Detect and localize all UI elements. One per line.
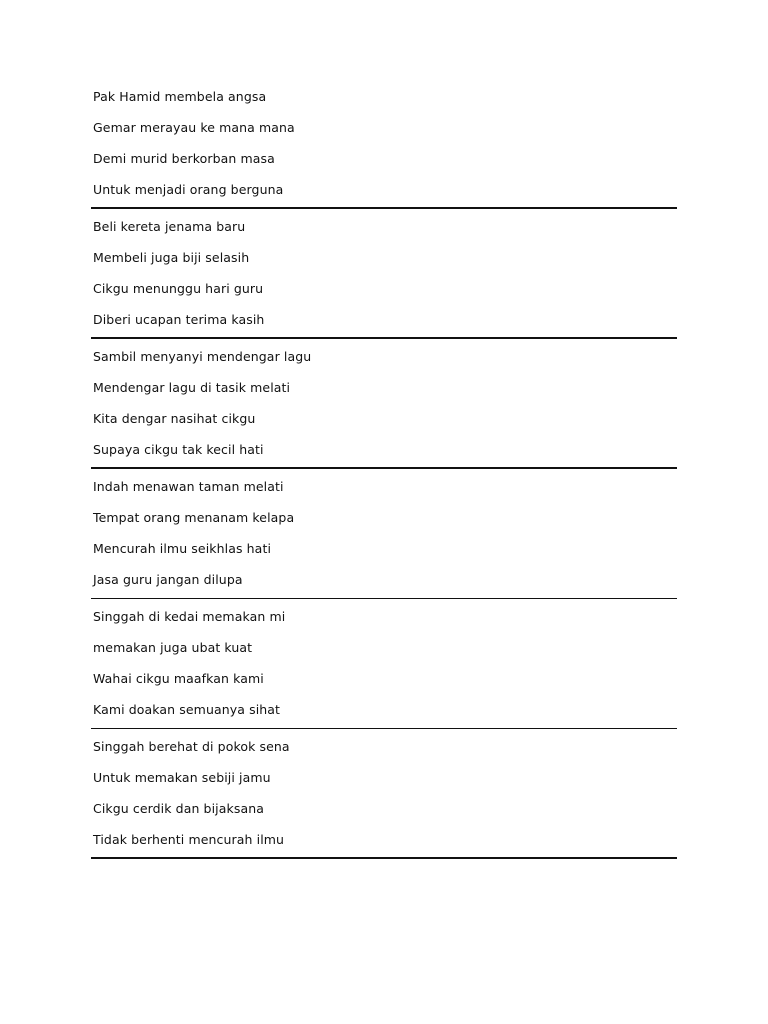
poem-line: Kita dengar nasihat cikgu [93,411,256,426]
poem-line: Kami doakan semuanya sihat [93,702,281,717]
stanza-1 [91,81,677,209]
stanza-2 [91,211,677,339]
poem-line: Wahai cikgu maafkan kami [93,671,264,686]
poem-line: Indah menawan taman melati [93,479,284,494]
poem-line: Cikgu cerdik dan bijaksana [93,801,264,816]
poem-line: Demi murid berkorban masa [93,151,275,166]
poem-line: Membeli juga biji selasih [93,250,250,265]
pantun-poem [91,79,677,859]
poem-line: Tidak berhenti mencurah ilmu [93,832,285,847]
poem-line: Jasa guru jangan dilupa [93,572,243,587]
stanza-6 [91,731,677,859]
poem-line: Untuk memakan sebiji jamu [93,770,271,785]
stanza-4 [91,471,677,599]
poem-line: Gemar merayau ke mana mana [93,120,295,135]
poem-line: Singgah di kedai memakan mi [93,609,286,624]
poem-line: Pak Hamid membela angsa [93,89,267,104]
poem-line: Untuk menjadi orang berguna [93,182,284,197]
poem-line: Mencurah ilmu seikhlas hati [93,541,272,556]
stanza-5 [91,601,677,729]
poem-line: Supaya cikgu tak kecil hati [93,442,264,457]
poem-line: Sambil menyanyi mendengar lagu [93,349,312,364]
stanza-3 [91,341,677,469]
poem-line: Cikgu menunggu hari guru [93,281,264,296]
poem-line: Tempat orang menanam kelapa [93,510,295,525]
poem-line: Singgah berehat di pokok sena [93,739,290,754]
poem-line: Mendengar lagu di tasik melati [93,380,291,395]
poem-line: Diberi ucapan terima kasih [93,312,265,327]
poem-line: Beli kereta jenama baru [93,219,246,234]
poem-line: memakan juga ubat kuat [93,640,253,655]
